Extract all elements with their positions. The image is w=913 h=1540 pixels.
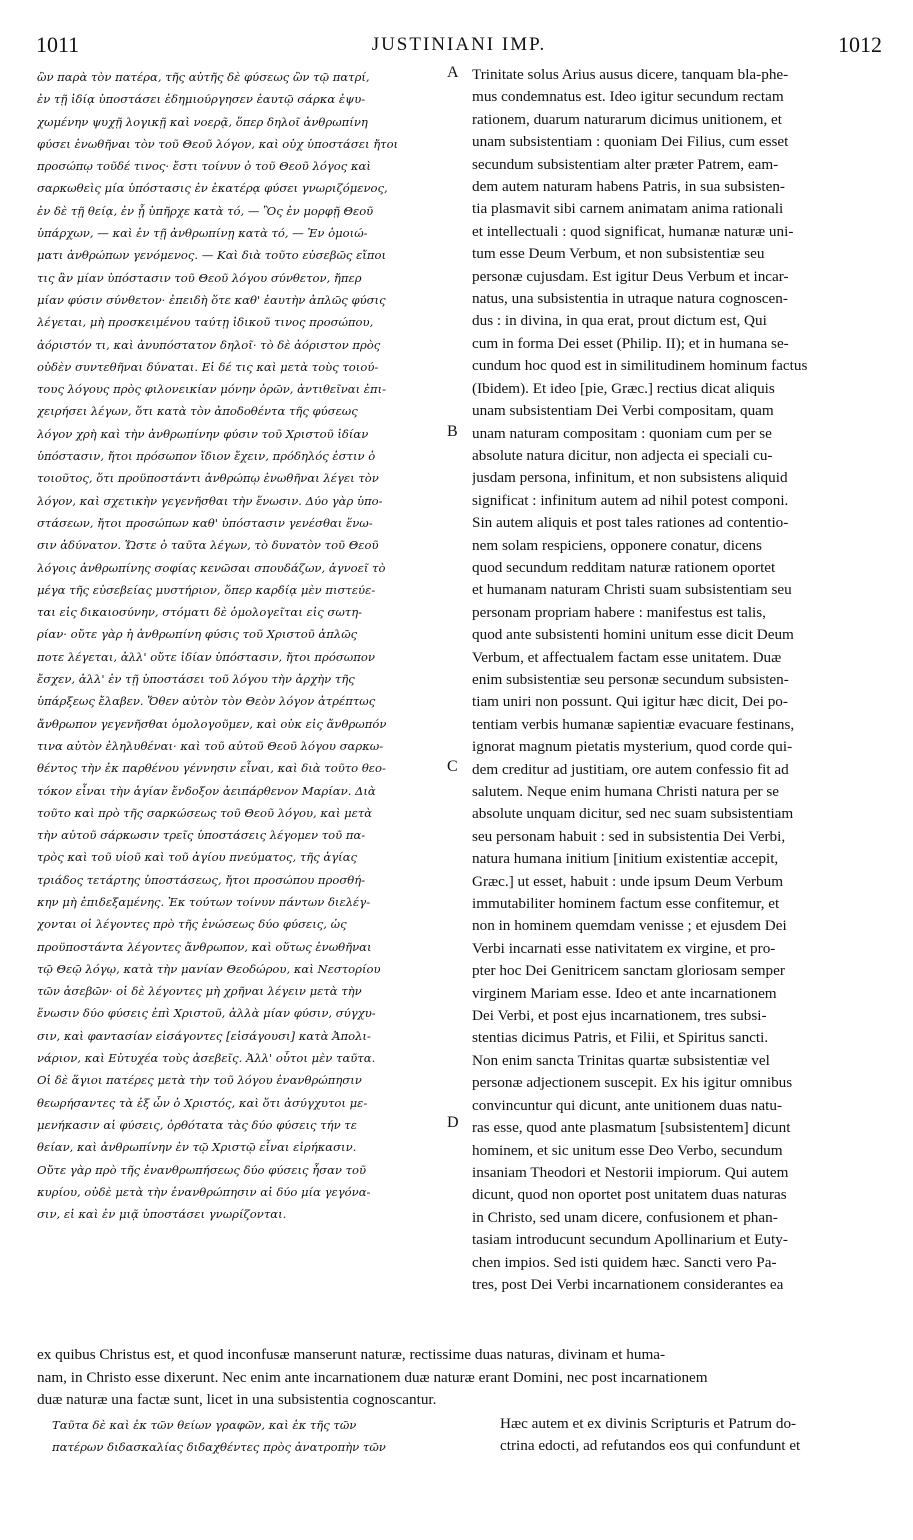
latin-text-line: hominem, et sic unitum esse Deo Verbo, secundum (472, 1141, 783, 1159)
greek-text-line: ἄνθρωπον γεγενῆσθαι ὁμολογοῦμεν, καὶ οὐκ εἰς ἄνθρωπόν (37, 716, 387, 731)
latin-text-line: Dei Verbi, et post ejus incarnationem, tres subsi- (472, 1007, 767, 1025)
latin-text-line: Non enim sancta Trinitas quartæ subsistentiæ vel (472, 1051, 770, 1069)
full-width-text-line: nam, in Christo esse dixerunt. Nec enim ante incarnationem duæ naturæ erant Domini, nec post incarnationem (37, 1368, 708, 1386)
greek-column (37, 66, 445, 1225)
greek-text-line: οὐδὲν συντεθῆναι δύναται. Εἰ δέ τις καὶ μετὰ τοὺς τοιού- (37, 359, 379, 374)
full-width-text-line: ex quibus Christus est, et quod inconfusæ manserunt naturæ, rectissime duas naturas, divinam et huma- (37, 1346, 666, 1363)
greek-text-line: μενήκασιν αἱ φύσεις, ὀρθότατα τὰς δύο φύσεις τήν τε (37, 1117, 357, 1132)
greek-text-line: σιν, καὶ φαντασίαν εἰσάγοντες [εἰσάγουσι] κατὰ Ἀπολι- (37, 1028, 371, 1043)
greek-text-line: πατέρων διδασκαλίας διδαχθέντες πρὸς ἀνατροπὴν τῶν (52, 1440, 386, 1454)
latin-text-line: quod ante subsistenti homini unitum esse dicit Deum (472, 626, 794, 644)
greek-text-line: στάσεων, ἤτοι προσώπων καθ' ὑπόστασιν γενέσθαι ἕνω- (37, 515, 373, 530)
greek-text-line: λέγεται, μὴ προσκειμένου ταύτῃ ἰδικοῦ τινος προσώπου, (37, 315, 374, 330)
latin-text-line: et intellectuali : quod significat, humanæ naturæ uni- (472, 222, 794, 240)
latin-text-line: ras esse, quod ante plasmatum [subsistentem] dicunt (472, 1119, 791, 1137)
greek-text-line: σαρκωθεὶς μία ὑπόστασις ἐν ἑκατέρᾳ φύσει γνωριζόμενος, (37, 181, 388, 196)
latin-text-line: mus condemnatus est. Ideo igitur secundum rectam (472, 88, 784, 106)
greek-text-line: λόγον χρὴ καὶ τὴν ἀνθρωπίνην φύσιν τοῦ Χριστοῦ ἰδίαν (37, 426, 369, 441)
latin-text-line: dem autem naturam habens Patris, in sua subsisten- (472, 178, 785, 196)
greek-text-line: τὴν αὐτοῦ σάρκωσιν τρεῖς ὑποστάσεις λέγομεν τοῦ πα- (37, 828, 366, 843)
greek-text-line: ὑπόστασιν, ἤτοι πρόσωπον ἴδιον ἔχειν, πρόδηλός ἐστιν ὁ (37, 449, 376, 464)
latin-text-line: Sin autem aliquis et post tales rationes ad contentio- (472, 514, 789, 532)
latin-text-line: virginem Mariam esse. Ideo et ante incarnationem (472, 984, 777, 1002)
latin-text-line: dus : in divina, in qua erat, prout dictum est, Qui (472, 312, 767, 330)
greek-text-line: σιν ἀδύνατον. Ὥστε ὁ ταῦτα λέγων, τὸ δυνατὸν τοῦ Θεοῦ (37, 538, 379, 553)
greek-text-line: ὢν παρὰ τὸν πατέρα, τῆς αὐτῆς δὲ φύσεως ὢν τῷ πατρί, (37, 70, 370, 84)
latin-text-line: rationem, duarum naturarum dicimus unitionem, et (472, 110, 783, 128)
latin-text-line: Græc.] ut esset, habuit : unde ipsum Deum Verbum (472, 872, 784, 890)
greek-text-line: ἀόριστόν τι, καὶ ἀνυπόστατον δηλοῖ· τὸ δὲ ἀόριστον πρὸς (37, 337, 381, 352)
latin-text-line: absolute natura dicitur, non adjecta ei speciali cu- (472, 446, 773, 464)
latin-text-line: in Christo, sed unam dicere, confusionem et phan- (472, 1208, 778, 1226)
greek-text-line: τόκον εἶναι τὴν ἁγίαν ἔνδοξον ἀειπάρθενον Μαρίαν. Διὰ (37, 783, 376, 798)
latin-text-line: personæ cujusdam. Est igitur Deus Verbum et incar- (472, 267, 789, 285)
latin-text-line: tum esse Deum Verbum, et non subsistentiæ seu (472, 245, 765, 263)
greek-text-line: τῶν ἀσεβῶν· οἱ δὲ λέγοντες μὴ χρῆναι λέγειν μετὰ τὴν (37, 984, 362, 999)
full-width-text-line: duæ naturæ una factæ sunt, licet in una subsistentia cognoscantur. (37, 1391, 437, 1409)
latin-text-line: Trinitate solus Arius ausus dicere, tanquam bla-phe- (472, 66, 789, 83)
greek-text-line: ἐν δὲ τῇ θείᾳ, ἐν ᾗ ὑπῆρχε κατὰ τό, — Ὃς ἐν μορφῇ Θεοῦ (37, 203, 374, 218)
greek-text-line: κυρίου, οὐδὲ μετὰ τὴν ἐνανθρώπησιν αἱ δύο μία γεγόνα- (37, 1184, 371, 1199)
page-number-right: 1012 (838, 32, 882, 57)
greek-text-line: θείαν, καὶ ἀνθρωπίνην ἐν τῷ Χριστῷ εἶναι εἰρήκασιν. (37, 1140, 357, 1155)
latin-text-line: tentiam verbis humanæ sapientiæ evacuare festinans, (472, 715, 795, 733)
latin-text-line: absolute unquam dicitur, sed nec suam subsistentiam (472, 805, 794, 823)
greek-text-line: ἐν τῇ ἰδίᾳ ὑποστάσει ἐδημιούργησεν ἑαυτῷ σάρκα ἐψυ- (37, 92, 366, 107)
greek-text-line: χειρήσει λέγων, ὅτι κατὰ τὸν ἀποδοθέντα τῆς φύσεως (37, 404, 358, 419)
greek-text-line: χωμένην ψυχῇ λογικῇ καὶ νοερᾷ, ὅπερ δηλοῖ ἀνθρωπίνη (37, 114, 368, 129)
marker-d: D (447, 1114, 459, 1131)
latin-text-line: natus, una subsistentia in utraque natura cognoscen- (472, 290, 788, 308)
greek-text-line: ρίαν· οὔτε γὰρ ἡ ἀνθρωπίνη φύσις τοῦ Χριστοῦ ἁπλῶς (37, 627, 358, 642)
latin-text-line: ctrina edocti, ad refutandos eos qui confundunt et (500, 1437, 801, 1455)
greek-text-line: Οὔτε γὰρ πρὸ τῆς ἐνανθρωπήσεως δύο φύσεις ἦσαν τοῦ (37, 1162, 367, 1177)
bottom-greek-column (52, 1414, 447, 1458)
latin-text-line: et humanam naturam Christi suam subsistentiam seu (472, 581, 792, 599)
latin-text-line: chen impios. Sed isti quidem hæc. Sancti vero Pa- (472, 1253, 777, 1271)
greek-text-line: τριάδος τετάρτης ὑποστάσεως, ἤτοι προσώπου προσθή- (37, 872, 366, 887)
latin-text-line: convincuntur qui dicunt, ante unitionem duas natu- (472, 1096, 783, 1114)
greek-text-line: σιν, εἰ καὶ ἐν μιᾷ ὑποστάσει γνωρίζονται. (37, 1207, 287, 1222)
latin-text-line: personam propriam habere : manifestus est talis, (472, 603, 766, 621)
greek-text-line: τινα αὐτὸν ἐληλυθέναι· καὶ τοῦ αὐτοῦ Θεοῦ λόγου σαρκω- (37, 738, 384, 753)
latin-text-line: cundum hoc quod est in similitudinem hominum factus (472, 357, 808, 375)
greek-text-line: ποτε λέγεται, ἀλλ' οὔτε ἰδίαν ὑπόστασιν, ἤτοι πρόσωπον (37, 649, 375, 664)
greek-text-line: φύσει ἑνωθῆναι τὸν τοῦ Θεοῦ λόγον, καὶ οὐχ ὑποστάσει ἤτοι (37, 136, 399, 151)
latin-text-line: seu personam habuit : sed in subsistentia Dei Verbi, (472, 827, 786, 845)
marker-c: C (447, 758, 458, 775)
greek-text-line: τῷ Θεῷ λόγῳ, κατὰ τὴν μανίαν Θεοδώρου, καὶ Νεστορίου (37, 961, 381, 976)
latin-text-line: Verbi incarnati esse nativitatem ex virgine, et pro- (472, 939, 776, 957)
latin-text-line: enim subsistentiæ seu personæ secundum subsisten- (472, 670, 789, 688)
greek-text-line: τις ἂν μίαν ὑπόστασιν τοῦ Θεοῦ λόγου σύνθετον, ἤπερ (37, 270, 362, 285)
latin-column (472, 64, 882, 1296)
page-number-left: 1011 (36, 32, 80, 57)
latin-text-line: unam subsistentiam Dei Verbi compositam, quam (472, 402, 774, 420)
latin-text-line: non in hominem quemdam venisse ; et ejusdem Dei (472, 917, 787, 935)
greek-text-line: θεωρήσαντες τὰ ἐξ ὧν ὁ Χριστός, καὶ ὅτι ἀσύγχυτοι με- (37, 1095, 368, 1110)
bottom-latin-column (500, 1413, 883, 1458)
latin-text-line: secundum subsistentiam alter præter Patrem, eam- (472, 155, 779, 173)
greek-text-line: ἕνωσιν δύο φύσεις ἐπὶ Χριστοῦ, ἀλλὰ μίαν φύσιν, σύγχυ- (37, 1006, 376, 1021)
full-width-paragraph (37, 1344, 883, 1412)
greek-text-line: ὑπάρχων, — καὶ ἐν τῇ ἀνθρωπίνῃ κατὰ τό, — Ἐν ὁμοιώ- (37, 226, 368, 241)
greek-text-line: προϋποστάντα λέγοντες ἄνθρωπον, καὶ οὕτως ἑνωθῆναι (37, 939, 372, 954)
latin-text-line: dicunt, quod non oportet post unitatem duas naturas (472, 1186, 787, 1204)
latin-text-line: tiam uniri non possunt. Qui igitur hæc dicit, Dei po- (472, 693, 788, 711)
latin-text-line: tres, post Dei Verbi incarnationem considerantes ea (472, 1275, 784, 1293)
latin-text-line: natura humana initium [initium existentiæ accepit, (472, 850, 779, 868)
greek-text-line: τοιοῦτος, ὅτι προϋποστάντι ἀνθρώπῳ ἑνωθῆναι λέγει τὸν (37, 471, 379, 486)
latin-text-line: quod secundum redditam naturæ rationem oportet (472, 558, 776, 576)
greek-text-line: ὑπάρξεως ἔλαβεν. Ὅθεν αὐτὸν τὸν Θεὸν λόγον ἀτρέπτως (37, 694, 376, 709)
greek-text-line: ἔσχεν, ἀλλ' ἐν τῇ ὑποστάσει τοῦ λόγου τὴν ἀρχὴν τῆς (37, 672, 355, 687)
latin-text-line: unam naturam compositam : quoniam cum per se (472, 424, 772, 442)
latin-text-line: dem creditur ad justitiam, ore autem confessio fit ad (472, 760, 789, 778)
greek-text-line: τρὸς καὶ τοῦ υἱοῦ καὶ τοῦ ἁγίου πνεύματος, τῆς ἁγίας (37, 850, 358, 865)
greek-text-line: λόγοις ἀνθρωπίνης σοφίας κενῶσαι σπουδάζων, ἀγνοεῖ τὸ (37, 560, 386, 575)
greek-text-line: νάριον, καὶ Εὐτυχέα τοὺς ἀσεβεῖς. Ἀλλ' οὗτοι μὲν ταῦτα. (37, 1051, 376, 1066)
running-title: JUSTINIANI IMP. (371, 34, 547, 55)
latin-text-line: tia plasmavit sibi carnem animatam anima rationali (472, 200, 784, 218)
greek-text-line: ται εἰς δικαιοσύνην, στόματι δὲ ὁμολογεῖται εἰς σωτη- (37, 605, 363, 620)
greek-text-line: ματι ἀνθρώπων γενόμενος. — Καὶ διὰ τοῦτο εὐσεβῶς εἴποι (37, 248, 386, 263)
greek-text-line: τοῦτο καὶ πρὸ τῆς σαρκώσεως τοῦ Θεοῦ λόγου, καὶ μετὰ (37, 805, 373, 820)
latin-text-line: personæ adjectionem suscepit. Ex his igitur omnibus (472, 1074, 793, 1092)
latin-text-line: tasiam introducunt secundum Apollinarium et Euty- (472, 1231, 788, 1249)
greek-text-line: θέντος τὴν ἐκ παρθένου γέννησιν εἶναι, καὶ διὰ τοῦτο θεο- (37, 761, 386, 776)
latin-text-line: Hæc autem et ex divinis Scripturis et Patrum do- (500, 1415, 797, 1432)
page-header (36, 32, 882, 58)
latin-text-line: Verbum, et affectualem factam esse unitatem. Duæ (472, 648, 782, 666)
latin-text-line: pter hoc Dei Genitricem sanctam gloriosam semper (472, 962, 785, 980)
greek-text-line: κην μὴ ἐπιδεξαμένης. Ἐκ τούτων τοίνυν πάντων διελέγ- (37, 894, 371, 909)
greek-text-line: χονται οἱ λέγοντες πρὸ τῆς ἑνώσεως δύο φύσεις, ὡς (37, 917, 347, 932)
latin-text-line: jusdam persona, infinitum, et non subsistens aliquid (472, 469, 788, 487)
greek-text-line: προσώπῳ τοῦδέ τινος· ἔστι τοίνυν ὁ τοῦ Θεοῦ λόγος καὶ (37, 159, 371, 174)
margin-markers (447, 64, 469, 1164)
latin-text-line: (Ibidem). Et ideo [pie, Græc.] rectius dicat aliquis (472, 379, 775, 397)
latin-text-line: significat : infinitum autem ad nihil potest componi. (472, 491, 789, 509)
greek-text-line: μέγα τῆς εὐσεβείας μυστήριον, ὅπερ καρδίᾳ μὲν πιστεύε- (37, 582, 376, 597)
marker-b: B (447, 423, 458, 440)
greek-text-line: τους λόγους πρὸς φιλονεικίαν μόνην ὁρῶν, ἀντιθεῖναι ἐπι- (37, 382, 387, 397)
latin-text-line: unam subsistentiam : quoniam Dei Filius, cum esset (472, 133, 789, 151)
latin-text-line: nem solam respiciens, opponere conatur, dicens (472, 536, 762, 554)
latin-text-line: stentias dicimus Patris, et Filii, et Spiritus sancti. (472, 1029, 769, 1047)
latin-text-line: cum in forma Dei esset (Philip. II); et in humana se- (472, 334, 789, 352)
latin-text-line: ignorat magnum pietatis mysterium, quod corde qui- (472, 738, 793, 756)
latin-text-line: salutem. Neque enim humana Christi natura per se (472, 783, 780, 800)
latin-text-line: immutabiliter hominem factum esse confitemur, et (472, 895, 780, 913)
greek-text-line: μίαν φύσιν σύνθετον· ἐπειδὴ ὅτε καθ' ἑαυτὴν ἁπλῶς φύσις (37, 292, 386, 307)
latin-text-line: insaniam Theodori et Nestorii impiorum. Qui autem (472, 1163, 789, 1181)
greek-text-line: Οἱ δὲ ἅγιοι πατέρες μετὰ τὴν τοῦ λόγου ἐνανθρώπησιν (37, 1073, 362, 1088)
greek-text-line: λόγον, καὶ σχετικὴν γεγενῆσθαι τὴν ἕνωσιν. Δύο γὰρ ὑπο- (37, 493, 383, 508)
greek-text-line: Ταῦτα δὲ καὶ ἐκ τῶν θείων γραφῶν, καὶ ἐκ τῆς τῶν (52, 1418, 357, 1432)
marker-a: A (447, 64, 459, 81)
